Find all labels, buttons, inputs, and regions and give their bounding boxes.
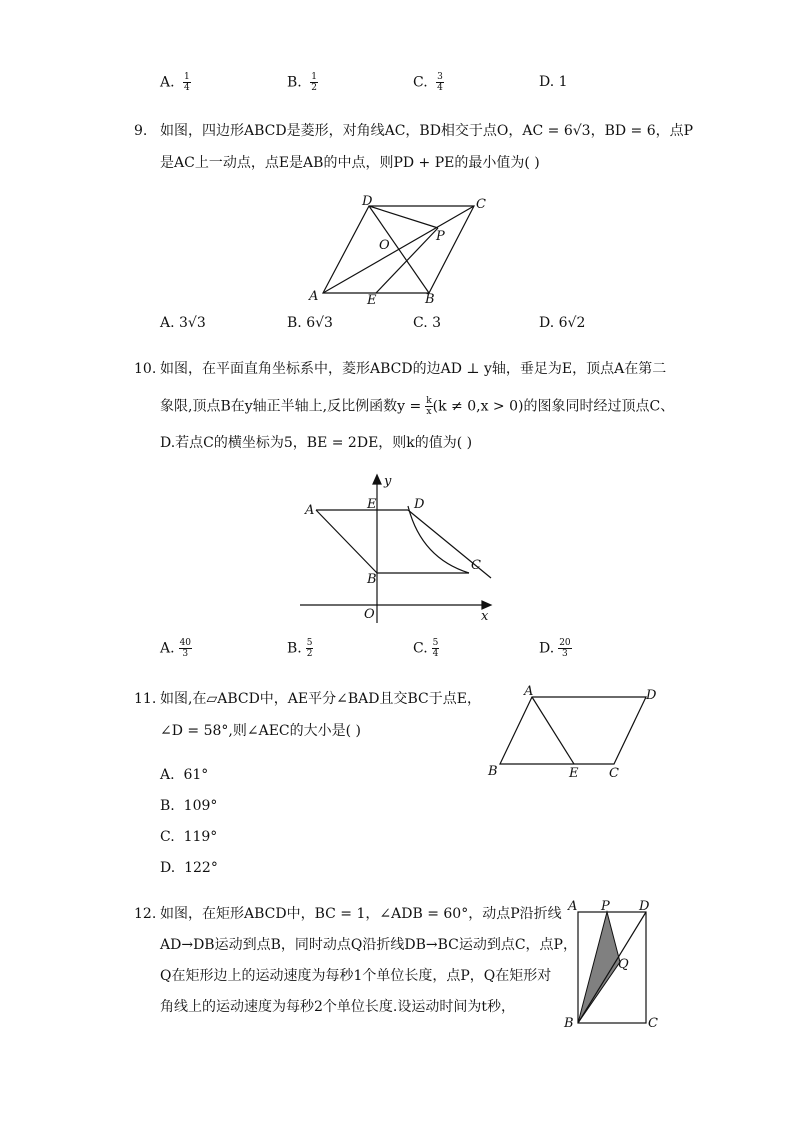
fraction	[425, 396, 432, 417]
question-text: 如图，在平面直角坐标系中，菱形ABCD的边AD ⊥ y轴，垂足为E，顶点A在第二	[160, 361, 667, 377]
option-letter: D.	[539, 315, 555, 331]
question-number: 12.	[134, 906, 157, 922]
label-b: B	[425, 292, 435, 307]
denominator: 3	[562, 649, 568, 659]
denominator: 2	[311, 83, 317, 93]
label-d: D	[362, 194, 373, 209]
label-y: y	[384, 474, 392, 489]
option-letter: C.	[413, 640, 428, 657]
option-letter: A.	[160, 767, 175, 783]
label-p: P	[436, 229, 445, 244]
label-d: D	[646, 688, 657, 703]
q9-option-b	[287, 315, 333, 331]
option-letter: D.	[539, 640, 555, 657]
question-text: 如图,在▱ABCD中，AE平分∠BAD且交BC于点E，	[160, 691, 481, 707]
label-a: A	[524, 684, 534, 699]
numerator: 5	[432, 638, 439, 648]
q11-option-d	[160, 860, 218, 876]
option-letter: B.	[287, 74, 302, 91]
question-number: 10.	[134, 361, 157, 377]
q10-option-d	[539, 638, 572, 659]
label-b: B	[564, 1016, 574, 1031]
denominator: 3	[182, 649, 189, 659]
fraction	[183, 72, 191, 93]
fraction	[436, 72, 444, 93]
numerator: 20	[559, 638, 571, 648]
fraction	[558, 638, 571, 659]
label-a: A	[568, 899, 578, 914]
option-letter: B.	[287, 315, 302, 331]
numerator: k	[426, 396, 432, 406]
option-text: 61°	[183, 767, 209, 783]
q11-option-b	[160, 798, 217, 814]
question-text: 如图，在矩形ABCD中，BC = 1，∠ADB = 60°，动点P沿折线	[160, 906, 562, 922]
q8-option-c	[413, 72, 444, 93]
option-letter: D.	[160, 860, 176, 876]
numerator: 40	[179, 638, 192, 648]
question-text: 角线上的运动速度为每秒2个单位长度.设运动时间为t秒，	[160, 999, 515, 1015]
parallelogram-figure	[484, 683, 664, 783]
option-letter: B.	[160, 798, 175, 814]
q8-option-b	[287, 72, 318, 93]
option-text: 3√3	[179, 315, 206, 331]
option-letter: C.	[413, 74, 428, 91]
label-d: D	[414, 497, 425, 512]
question-number: 9.	[134, 123, 148, 139]
rhombus-figure	[300, 190, 500, 310]
question-text: AD→DB运动到点B，同时动点Q沿折线DB→BC运动到点C，点P，	[160, 937, 577, 953]
option-letter: A.	[160, 640, 175, 657]
denominator: x	[426, 407, 432, 417]
question-number: 11.	[134, 691, 157, 707]
numerator: 1	[311, 72, 317, 82]
label-o: O	[364, 607, 375, 622]
question-text: 是AC上一动点，点E是AB的中点，则PD + PE的最小值为( )	[160, 155, 540, 171]
label-a: A	[305, 503, 315, 518]
fraction	[432, 638, 440, 659]
denominator: 4	[184, 83, 190, 93]
text-span: 象限,顶点B在y轴正半轴上,反比例函数y =	[160, 398, 422, 415]
label-c: C	[471, 558, 481, 573]
text-span: (k ≠ 0,x > 0)的图象同时经过顶点C、	[432, 398, 675, 415]
label-c: C	[648, 1016, 658, 1031]
label-b: B	[488, 764, 498, 779]
fraction	[179, 638, 192, 659]
q9-option-a	[160, 315, 206, 331]
q9-option-c	[413, 315, 441, 331]
option-text: 119°	[183, 829, 218, 845]
label-x: x	[481, 609, 489, 624]
question-text: Q在矩形边上的运动速度为每秒1个单位长度，点P，Q在矩形对	[160, 968, 552, 984]
option-text: 6√3	[306, 315, 333, 331]
fraction	[306, 638, 314, 659]
label-a: A	[309, 289, 319, 304]
option-letter: A.	[160, 74, 175, 91]
label-c: C	[476, 197, 486, 212]
option-letter: C.	[160, 829, 175, 845]
q11-option-c	[160, 829, 217, 845]
q8-option-a	[160, 72, 191, 93]
label-c: C	[609, 766, 619, 781]
numerator: 5	[306, 638, 313, 648]
option-text: 6√2	[558, 315, 586, 331]
q10-option-b	[287, 638, 313, 659]
question-text	[160, 396, 674, 417]
option-text: 109°	[183, 798, 218, 814]
option-text: 1	[558, 74, 568, 90]
label-d: D	[639, 899, 650, 914]
label-o: O	[379, 238, 390, 253]
option-letter: D.	[539, 74, 555, 90]
label-e: E	[367, 497, 377, 512]
question-text: 如图，四边形ABCD是菱形，对角线AC，BD相交于点O，AC = 6√3，BD = 6，点P	[160, 123, 694, 139]
numerator: 1	[184, 72, 190, 82]
option-text: 3	[432, 315, 442, 331]
rectangle-figure	[562, 896, 672, 1036]
q8-option-d	[539, 74, 568, 90]
coordinate-figure	[296, 470, 506, 630]
numerator: 3	[437, 72, 443, 82]
label-b: B	[367, 572, 377, 587]
option-letter: B.	[287, 640, 302, 657]
option-letter: A.	[160, 315, 175, 331]
q10-option-a	[160, 638, 192, 659]
denominator: 2	[306, 649, 313, 659]
q10-option-c	[413, 638, 439, 659]
denominator: 4	[432, 649, 439, 659]
denominator: 4	[437, 83, 443, 93]
question-text: D.若点C的横坐标为5，BE = 2DE，则k的值为( )	[160, 435, 473, 451]
question-text: ∠D = 58°,则∠AEC的大小是( )	[160, 723, 361, 739]
q9-option-d	[539, 315, 585, 331]
option-letter: C.	[413, 315, 428, 331]
q11-option-a	[160, 767, 208, 783]
label-p: P	[601, 899, 610, 914]
label-e: E	[569, 766, 579, 781]
label-e: E	[367, 293, 377, 308]
option-text: 122°	[184, 860, 218, 876]
fraction	[310, 72, 318, 93]
label-q: Q	[618, 957, 629, 972]
